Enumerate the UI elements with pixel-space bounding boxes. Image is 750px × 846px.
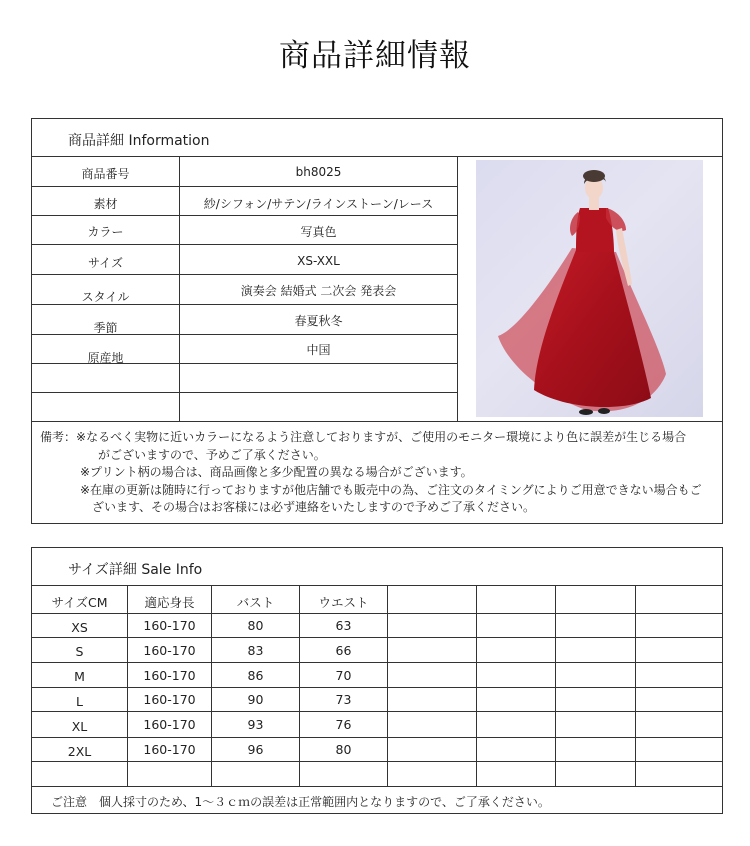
divider <box>32 637 722 638</box>
divider <box>32 786 722 787</box>
divider <box>32 392 457 393</box>
size-note: ご注意 個人採寸のため、1～３ｃｍの誤差は正常範囲内となりますので、ご了承ください。 <box>51 795 550 809</box>
bust-cell: 90 <box>247 692 264 707</box>
divider <box>32 585 722 586</box>
bust-cell: 96 <box>247 742 264 757</box>
info-value: 紗/シフォン/サテン/ラインストーン/レース <box>203 197 434 211</box>
size-cell: M <box>74 669 85 684</box>
remark-line <box>40 499 702 517</box>
info-label: サイズ <box>87 256 124 270</box>
size-cell: XS <box>71 620 88 635</box>
size-cell: S <box>75 644 84 659</box>
remark-line <box>40 464 702 482</box>
product-info-table <box>31 118 723 524</box>
info-label: スタイル <box>81 290 130 304</box>
divider <box>32 156 722 157</box>
remarks <box>40 429 702 517</box>
divider <box>32 687 722 688</box>
height-cell: 160-170 <box>143 643 196 658</box>
waist-cell: 70 <box>335 668 352 683</box>
red-gown-photo-icon <box>476 160 703 417</box>
info-value: 演奏会 結婚式 二次会 発表会 <box>240 284 397 298</box>
divider <box>32 737 722 738</box>
divider <box>32 244 457 245</box>
size-cell: XL <box>71 719 88 734</box>
column-header: サイズCM <box>51 595 108 610</box>
remark-prefix: 備考： <box>40 430 77 444</box>
column-header: 適応身長 <box>144 595 195 610</box>
info-label: カラー <box>87 225 124 239</box>
remark-text: ざいます、その場合はお客様には必ず連絡をいたしますので予めご了承ください。 <box>92 500 536 514</box>
remark-text: ※在庫の更新は随時に行っておりますが他店舗でも販売中の為、ご注文のタイミングによりご用意できない場合もご <box>80 482 702 497</box>
height-cell: 160-170 <box>143 618 196 633</box>
divider <box>32 711 722 712</box>
divider <box>476 585 477 786</box>
divider <box>32 274 457 275</box>
divider <box>32 761 722 762</box>
size-cell: 2XL <box>67 744 92 759</box>
info-value: bh8025 <box>295 165 342 179</box>
column-header: ウエスト <box>318 595 369 610</box>
product-info-heading: 商品詳細 Information <box>68 133 210 149</box>
info-label: 素材 <box>93 197 118 211</box>
height-cell: 160-170 <box>143 668 196 683</box>
bust-cell: 86 <box>247 668 264 683</box>
info-value: XS-XXL <box>297 254 340 268</box>
bust-cell: 83 <box>247 643 264 658</box>
divider <box>387 585 388 786</box>
remark-line <box>40 429 702 447</box>
page-title: 商品詳細情報 <box>279 38 471 74</box>
bust-cell: 93 <box>247 717 264 732</box>
info-value: 春夏秋冬 <box>294 314 343 328</box>
waist-cell: 73 <box>335 692 352 707</box>
remark-text: がございますので、予めご了承ください。 <box>98 447 326 462</box>
info-label: 原産地 <box>87 351 124 365</box>
info-value: 写真色 <box>300 225 337 239</box>
size-info-heading: サイズ詳細 Sale Info <box>68 562 203 578</box>
height-cell: 160-170 <box>143 717 196 732</box>
waist-cell: 66 <box>335 643 352 658</box>
waist-cell: 76 <box>335 717 352 732</box>
column-header: バスト <box>236 595 275 610</box>
divider <box>635 585 636 786</box>
remark-text: ※なるべく実物に近いカラーになるよう注意しておりますが、ご使用のモニター環境により色に誤差が生じる場合 <box>76 430 687 444</box>
size-cell: L <box>76 694 83 709</box>
waist-cell: 63 <box>335 618 352 633</box>
size-info-table <box>31 547 723 814</box>
remark-text: ※プリント柄の場合は、商品画像と多少配置の異なる場合がございます。 <box>80 465 473 479</box>
remark-line <box>40 482 702 500</box>
info-label: 商品番号 <box>81 167 130 181</box>
height-cell: 160-170 <box>143 692 196 707</box>
divider <box>555 585 556 786</box>
remark-line <box>40 447 702 465</box>
divider <box>32 613 722 614</box>
info-value: 中国 <box>306 343 331 357</box>
divider <box>32 215 457 216</box>
info-label: 季節 <box>93 321 118 335</box>
bust-cell: 80 <box>247 618 264 633</box>
product-photo <box>476 160 703 417</box>
divider <box>32 662 722 663</box>
divider <box>32 421 722 422</box>
divider <box>32 186 457 187</box>
waist-cell: 80 <box>335 742 352 757</box>
divider <box>457 156 458 421</box>
height-cell: 160-170 <box>143 742 196 757</box>
